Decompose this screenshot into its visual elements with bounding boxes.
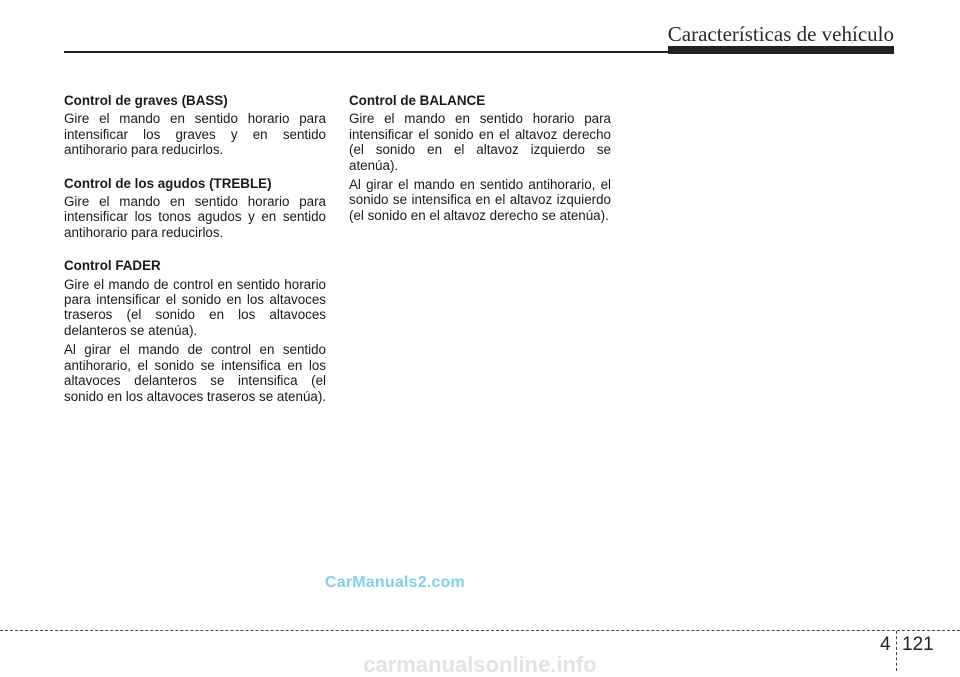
page-number: 121 xyxy=(902,634,934,655)
bass-title: Control de graves (BASS) xyxy=(64,93,228,108)
footer-site-watermark[interactable]: carmanualsonline.info xyxy=(363,652,597,677)
left-column xyxy=(64,93,326,422)
fader-section xyxy=(64,258,326,404)
section-header-title: Características de vehículo xyxy=(667,22,894,46)
fader-title: Control FADER xyxy=(64,258,161,274)
balance-paragraph-2: Al girar el mando en sentido antihorario, el sonido se intensifica en el altavoz izquierdo (el sonido en el altavoz derecho se atenúa). xyxy=(349,177,611,223)
fader-paragraph-2: Al girar el mando de control en sentido antihorario, el sonido se intensifica en los altavoces delanteros se intensifica (el sonido en los altavoces traseros se atenúa). xyxy=(64,342,327,404)
header-rule-thick xyxy=(668,46,894,54)
right-column xyxy=(349,93,611,241)
header-rule-thin xyxy=(64,51,670,53)
fader-paragraph-1: Gire el mando de control en sentido horario para intensificar el sonido en los altavoces traseros (el sonido en los altavoces delanteros se atenúa). xyxy=(64,276,326,338)
footer-divider xyxy=(0,630,960,631)
balance-title: Control de BALANCE xyxy=(349,93,486,108)
balance-paragraph-1: Gire el mando en sentido horario para intensificar el sonido en el altavoz derecho (el sonido en el altavoz izquierdo se atenúa). xyxy=(349,111,611,173)
bass-section xyxy=(64,93,326,158)
treble-paragraph: Gire el mando en sentido horario para intensificar los tonos agudos y en sentido antihorario para reducirlos. xyxy=(64,194,326,240)
balance-section xyxy=(349,93,611,223)
bass-paragraph: Gire el mando en sentido horario para intensificar los graves y en sentido antihorario para reducirlos. xyxy=(64,111,326,158)
treble-section xyxy=(64,176,326,241)
watermark-link[interactable]: CarManuals2.com xyxy=(325,574,465,591)
chapter-number: 4 xyxy=(880,634,891,655)
treble-title: Control de los agudos (TREBLE) xyxy=(64,175,272,191)
